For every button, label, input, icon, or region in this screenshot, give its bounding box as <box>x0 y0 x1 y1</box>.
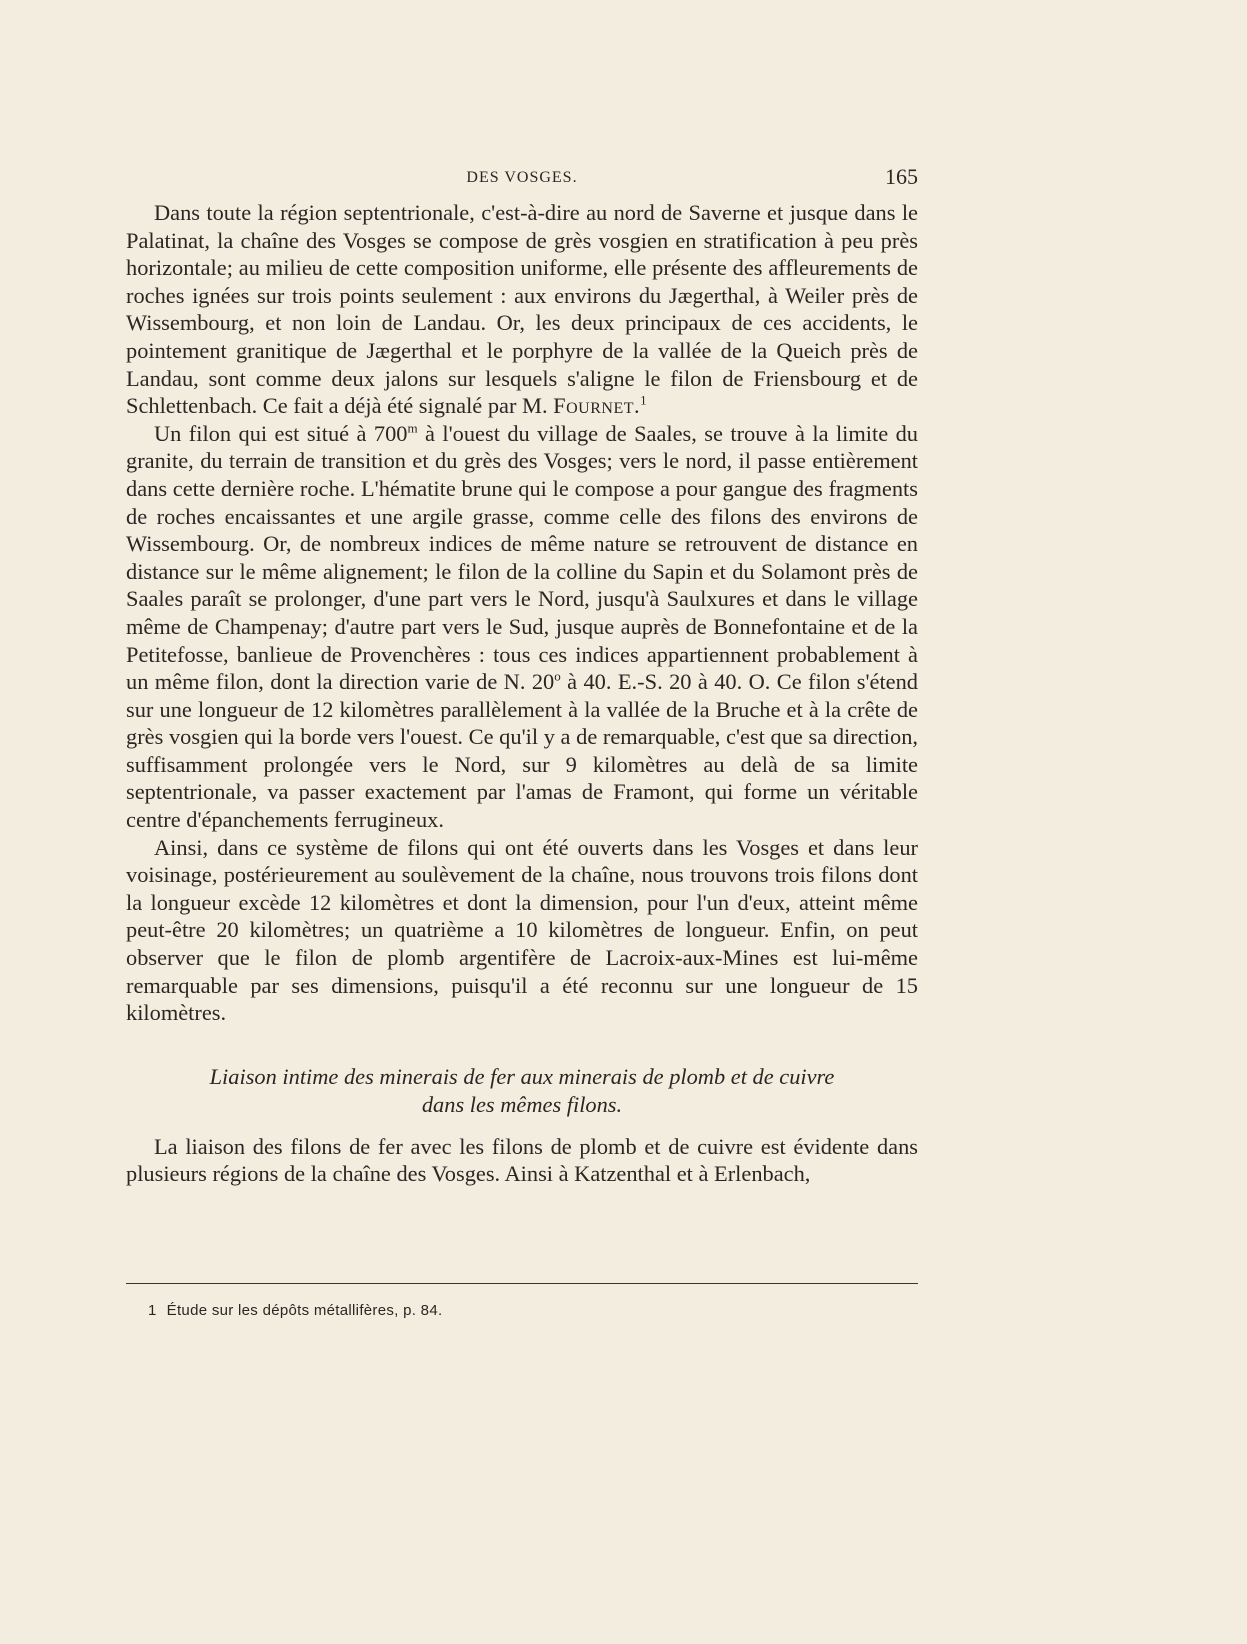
footnote-text: Étude sur les dépôts métallifères, p. 84. <box>166 1302 443 1319</box>
author-initial: M. <box>522 393 548 419</box>
section-heading <box>126 1063 918 1119</box>
footnote-reference: 1 <box>640 392 647 408</box>
paragraph-2-end: à 40. E.-S. 20 à 40. O. Ce filon s'étend sur une longueur de 12 kilomètres parallèlement à la vallée de la Bruche et à la crête de grès vosgien qui la borde vers l'ouest. Ce qu'il y a de remarquable, c'est que sa direction, suffisamment prolongée vers le Nord, sur 9 kilomètres au delà de sa limite septentrionale, va passer exactement par l'amas de Framont, qui forme un véritable centre d'épanchements ferrugineux. <box>126 669 918 833</box>
footnote <box>148 1302 442 1319</box>
section-heading-line-1: Liaison intime des minerais de fer aux minerais de plomb et de cuivre <box>209 1063 835 1089</box>
section-heading-line-2: dans les mêmes filons. <box>421 1091 623 1117</box>
degree-superscript: o <box>554 668 561 684</box>
unit-superscript: m <box>407 420 418 436</box>
paragraph-2-middle: à l'ouest du village de Saales, se trouve à la limite du granite, du terrain de transition et du grès des Vosges; vers le nord, il passe entièrement dans cette dernière roche. L'hématite brune qui le compose a pour gangue des fragments de roches encaissantes et une argile grasse, comme celle des filons des environs de Wissembourg. Or, de nombreux indices de même nature se retrouvent de distance en distance sur le même alignement; le filon de la colline du Sapin et du Solamont près de Saales paraît se prolonger, d'une part vers le Nord, jusqu'à Saulxures et dans le village même de Champenay; d'autre part vers le Sud, jusque auprès de Bonnefontaine et de la Petitefosse, banlieue de Provenchères : tous ces indices appartiennent probablement à un même filon, dont la direction varie de N. 20 <box>126 420 918 695</box>
paragraph-2-start: Un filon qui est situé à 700 <box>154 420 408 446</box>
body-text <box>126 199 918 1188</box>
running-head <box>126 164 918 191</box>
paragraph-4: La liaison des filons de fer avec les filons de plomb et de cuivre est évidente dans plusieurs régions de la chaîne des Vosges. Ainsi à Katzenthal et à Erlenbach, <box>126 1133 918 1187</box>
page-number: 165 <box>885 164 918 189</box>
footnote-divider <box>126 1283 918 1284</box>
author-name: Fournet. <box>553 393 641 419</box>
paragraph-3: Ainsi, dans ce système de filons qui ont été ouverts dans les Vosges et dans leur voisinage, postérieurement au soulèvement de la chaîne, nous trouvons trois filons dont la longueur excède 12 kilomètres et dont la dimension, pour l'un d'eux, atteint même peut-être 20 kilomètres; un quatrième a 10 kilomètres de longueur. Enfin, on peut observer que le filon de plomb argentifère de Lacroix-aux-Mines est lui-même remarquable par ses dimensions, puisqu'il a été reconnu sur une longueur de 15 kilomètres. <box>126 834 918 1026</box>
paragraph-1 <box>126 199 918 420</box>
running-title: DES VOSGES. <box>466 169 578 186</box>
footnote-number: 1 <box>148 1302 157 1319</box>
paragraph-1-text: Dans toute la région septentrionale, c'est-à-dire au nord de Saverne et jusque dans le Palatinat, la chaîne des Vosges se compose de grès vosgien en stratification à peu près horizontale; au milieu de cette composition uniforme, elle présente des affleurements de roches ignées sur trois points seulement : aux environs du Jægerthal, à Weiler près de Wissembourg, et non loin de Landau. Or, les deux principaux de ces accidents, le pointement granitique de Jægerthal et le porphyre de la vallée de la Queich près de Landau, sont comme deux jalons sur lesquels s'aligne le filon de Friensbourg et de Schlettenbach. Ce fait a déjà été signalé par <box>126 200 918 419</box>
paragraph-2 <box>126 420 918 834</box>
